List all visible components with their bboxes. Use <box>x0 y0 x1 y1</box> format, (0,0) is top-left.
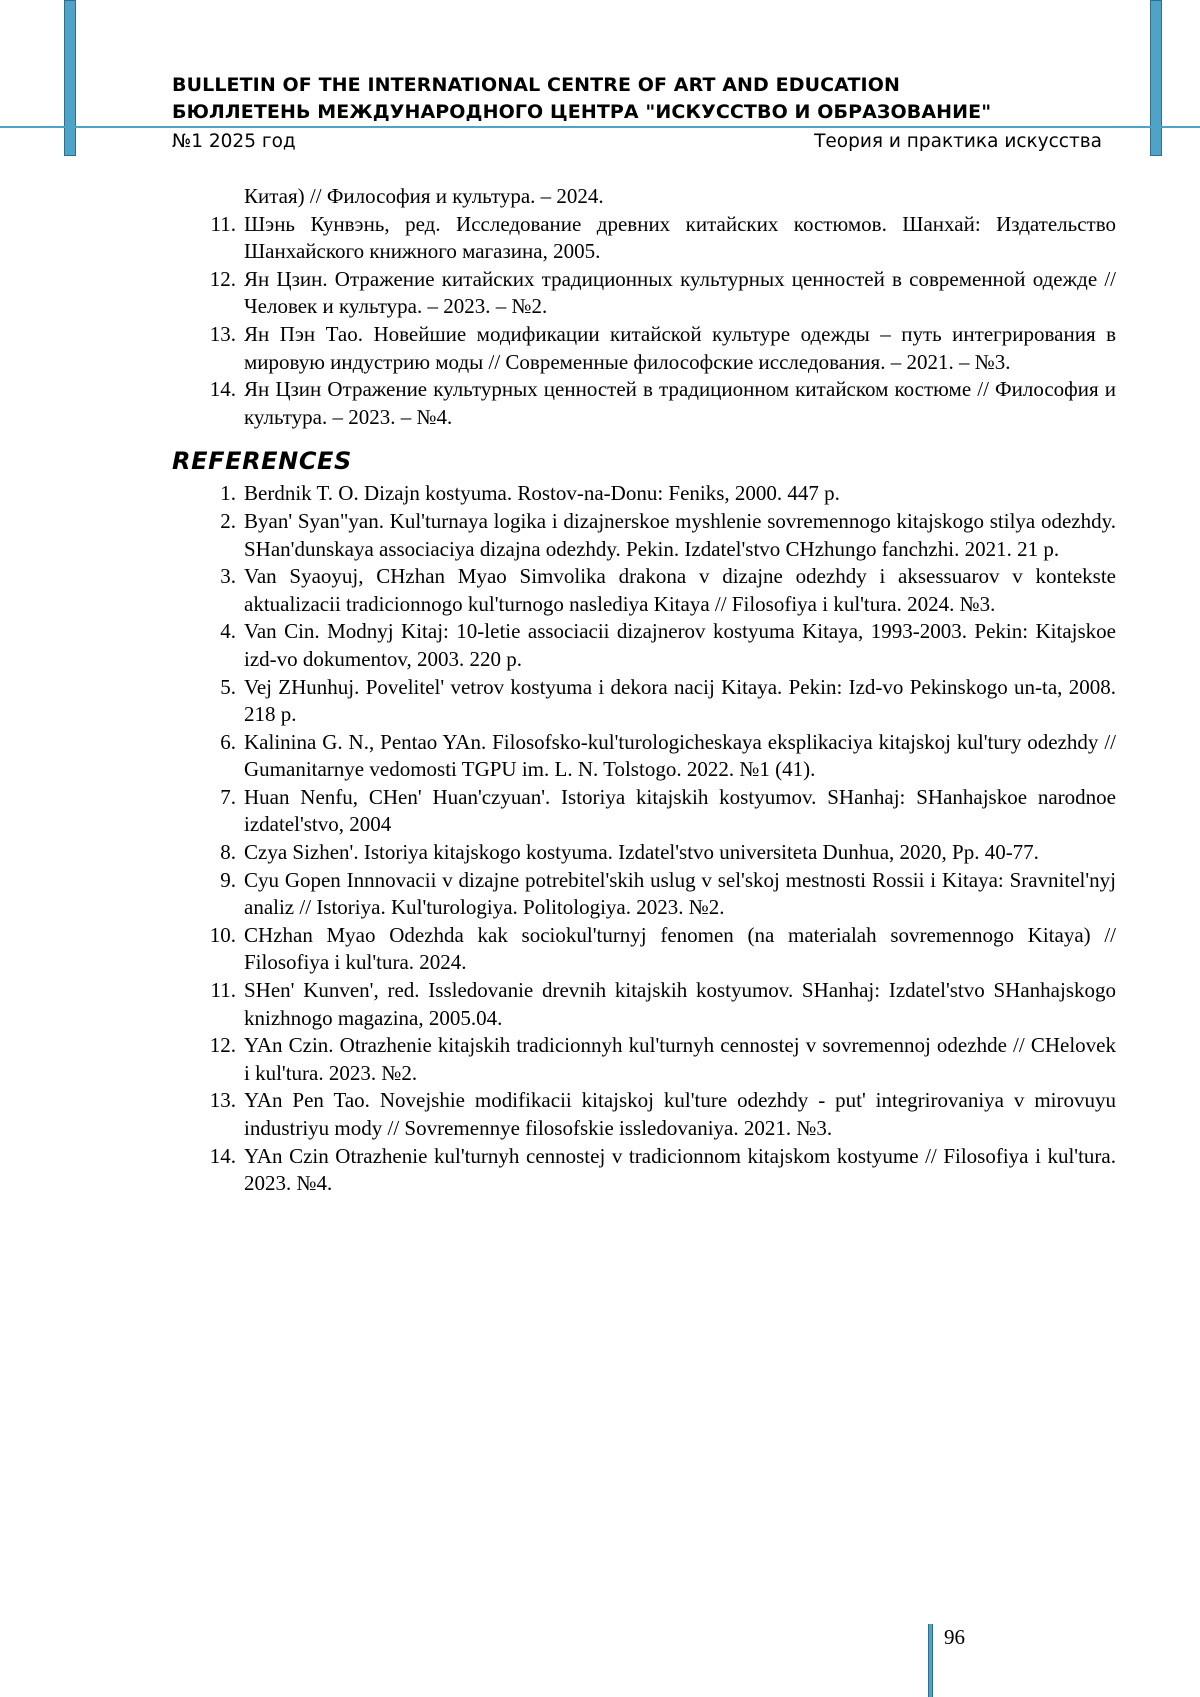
journal-title-ru: БЮЛЛЕТЕНЬ МЕЖДУНАРОДНОГО ЦЕНТРА "ИСКУССТВО И ОБРАЗОВАНИЕ" <box>172 101 992 123</box>
reference-item <box>172 1032 1116 1087</box>
header-divider <box>0 126 1200 128</box>
reference-text: YAn Czin. Otrazhenie kitajskih tradicionnyh kul'turnyh cennostej v sovremennoj odezhde // CHelovek i kul'tura. 2023. №2. <box>244 1033 1116 1085</box>
reference-number: 5. <box>220 674 236 699</box>
journal-title-en: BULLETIN OF THE INTERNATIONAL CENTRE OF ART AND EDUCATION <box>172 74 900 96</box>
reference-number: 11. <box>210 978 236 1003</box>
russian-reference-list <box>172 183 1116 431</box>
reference-number: 9. <box>220 867 236 892</box>
journal-title <box>172 72 991 126</box>
reference-number: 14. <box>209 1143 236 1168</box>
reference-number: 6. <box>220 729 236 754</box>
reference-text: Китая) // Философия и культура. – 2024. <box>244 184 604 208</box>
reference-number: 13. <box>209 1088 236 1113</box>
reference-text: Kalinina G. N., Pentao YAn. Filosofsko-kul'turologicheskaya eksplikaciya kitajskoj kul'tury odezhdy // Gumanitarnye vedomosti TGPU im. L. N. Tolstogo. 2022. №1 (41). <box>244 729 1116 782</box>
header-left-bar <box>64 0 76 156</box>
reference-item <box>172 977 1116 1032</box>
reference-text: SHen' Kunven', red. Issledovanie drevnih kitajskih kostyumov. SHanhaj: Izdatel'stvo SHanhajskogo knizhnogo magazina, 2005.04. <box>244 978 1116 1030</box>
page-content <box>172 183 1116 1198</box>
reference-item <box>172 563 1116 618</box>
reference-item <box>172 922 1116 977</box>
reference-item <box>172 266 1116 321</box>
reference-item <box>172 729 1116 784</box>
reference-number: 12. <box>209 266 236 291</box>
reference-item <box>172 211 1116 266</box>
reference-item <box>172 480 1116 508</box>
page-number-rule <box>928 1624 933 1697</box>
reference-number: 10. <box>209 922 236 947</box>
reference-text: Vej ZHunhuj. Povelitel' vetrov kostyuma i dekora nacij Kitaya. Pekin: Izd-vo Pekinskogo un-ta, 2008. 218 p. <box>244 674 1116 727</box>
reference-number: 4. <box>220 619 236 644</box>
reference-number: 12. <box>209 1033 236 1058</box>
reference-item <box>172 508 1116 563</box>
reference-item <box>172 321 1116 376</box>
reference-item <box>172 867 1116 922</box>
issue-label: №1 2025 год <box>172 131 296 152</box>
reference-text: YAn Pen Tao. Novejshie modifikacii kitajskoj kul'ture odezhdy - put' integrirovaniya v mirovuyu industriyu mody // Sovremennye filosofskie issledovaniya. 2021. №3. <box>244 1088 1116 1140</box>
reference-item <box>172 1087 1116 1142</box>
reference-text: Ян Цзин Отражение культурных ценностей в традиционном китайском костюме // Философия и культура. – 2023. – №4. <box>244 377 1116 429</box>
reference-number: 7. <box>220 784 236 809</box>
reference-item <box>172 839 1116 867</box>
reference-text: Berdnik T. O. Dizajn kostyuma. Rostov-na-Donu: Feniks, 2000. 447 p. <box>244 481 840 506</box>
header-right-bar <box>1150 0 1162 156</box>
reference-number: 11. <box>210 211 236 236</box>
reference-text: Ян Пэн Тао. Новейшие модификации китайской культуре одежды – путь интегрирования в мировую индустрию моды // Современные философские исследования. – 2021. – №3. <box>244 321 1116 374</box>
reference-text: YAn Czin Otrazhenie kul'turnyh cennostej v tradicionnom kitajskom kostyume // Filosofiya i kul'tura. 2023. №4. <box>244 1143 1116 1196</box>
reference-number: 14. <box>209 377 236 402</box>
reference-text: Cyu Gopen Innnovacii v dizajne potrebitel'skih uslug v sel'skoj mestnosti Rossii i Kitaya: Sravnitel'nyj analiz // Istoriya. Kul'turologiya. Politologiya. 2023. №2. <box>244 867 1116 920</box>
reference-text: Van Cin. Modnyj Kitaj: 10-letie associacii dizajnerov kostyuma Kitaya, 1993-2003. Pekin: Kitajskoe izd-vo dokumentov, 2003. 220 p. <box>244 619 1116 671</box>
reference-item <box>172 618 1116 673</box>
reference-number: 8. <box>220 840 236 865</box>
reference-text: Czya Sizhen'. Istoriya kitajskogo kostyuma. Izdatel'stvo universiteta Dunhua, 2020, Pp. 40-77. <box>244 840 1039 865</box>
reference-text: CHzhan Myao Odezhda kak sociokul'turnyj fenomen (na materialah sovremennogo Kitaya) // Filosofiya i kul'tura. 2024. <box>244 922 1116 975</box>
reference-text: Шэнь Кунвэнь, ред. Исследование древних китайских костюмов. Шанхай: Издательство Шанхайского книжного магазина, 2005. <box>244 211 1116 264</box>
reference-number: 1. <box>220 481 236 506</box>
reference-number: 13. <box>209 321 236 346</box>
reference-text: Byan' Syan"yan. Kul'turnaya logika i dizajnerskoe myshlenie sovremennogo kitajskogo stilya odezhdy. SHan'dunskaya associaciya dizajna odezhdy. Pekin. Izdatel'stvo CHzhungo fanchzhi. 2021. 21 p. <box>244 508 1116 561</box>
reference-text: Huan Nenfu, CHen' Huan'czyuan'. Istoriya kitajskih kostyumov. SHanhaj: SHanhajskoe narodnoe izdatel'stvo, 2004 <box>244 784 1116 837</box>
references-heading: REFERENCES <box>172 447 352 476</box>
section-label: Теория и практика искусства <box>814 131 1102 152</box>
reference-text: Van Syaoyuj, CHzhan Myao Simvolika drakona v dizajne odezhdy i aksessuarov v kontekste aktualizacii tradicionnogo kul'turnogo naslediya Kitaya // Filosofiya i kul'tura. 2024. №3. <box>244 564 1116 616</box>
reference-item <box>172 376 1116 431</box>
reference-item <box>172 674 1116 729</box>
page-number: 96 <box>944 1625 965 1649</box>
reference-item <box>172 1143 1116 1198</box>
reference-item <box>172 183 1116 211</box>
reference-item <box>172 784 1116 839</box>
reference-number: 3. <box>220 564 236 589</box>
reference-number: 2. <box>220 508 236 533</box>
reference-text: Ян Цзин. Отражение китайских традиционных культурных ценностей в современной одежде // Человек и культура. – 2023. – №2. <box>244 266 1116 319</box>
references-list <box>172 480 1116 1197</box>
